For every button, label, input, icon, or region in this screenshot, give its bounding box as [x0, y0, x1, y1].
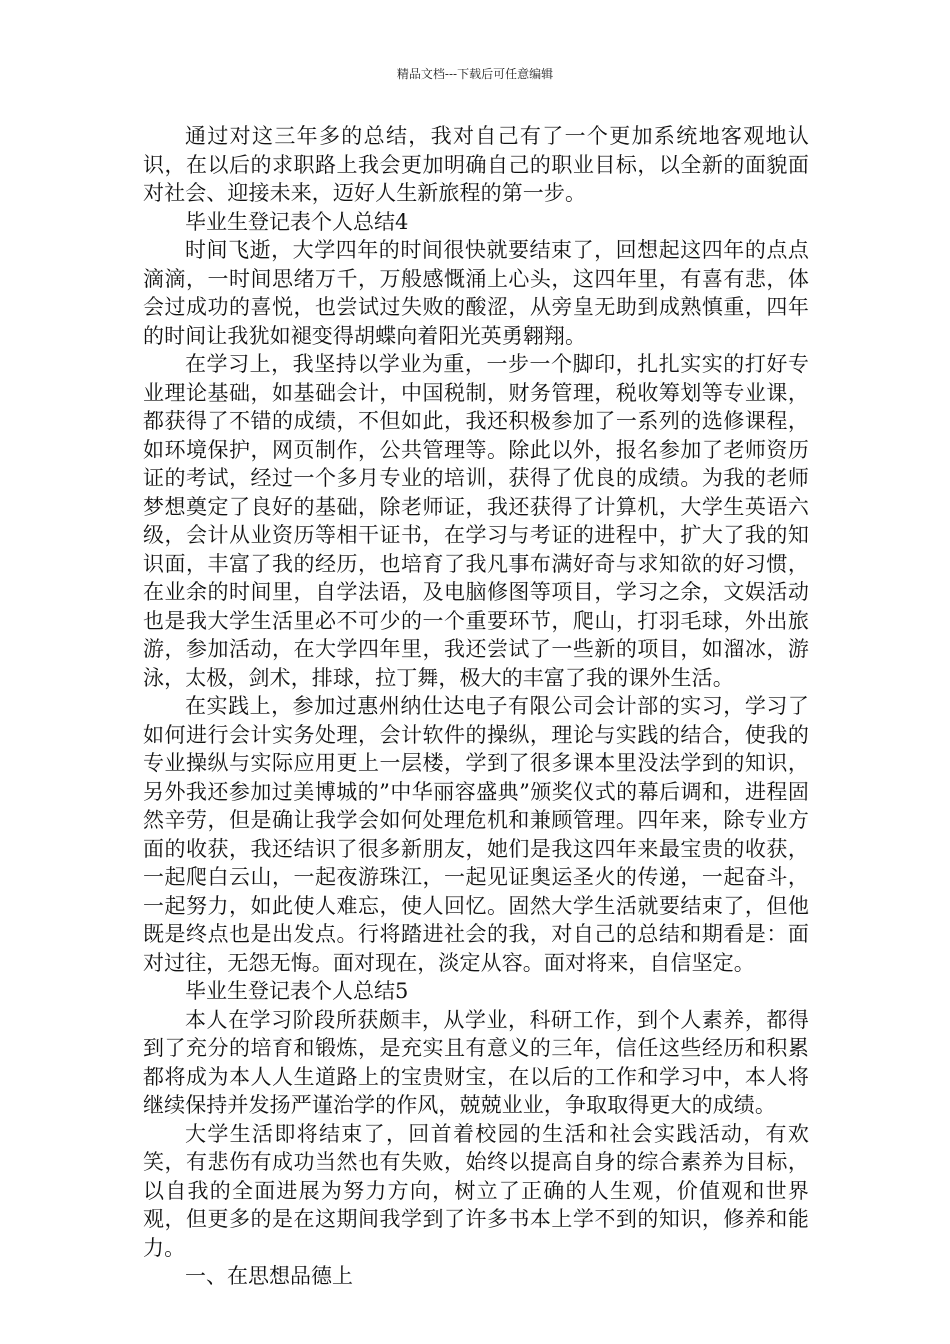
document-body — [143, 122, 809, 1291]
section-heading-summary-5: 毕业生登记表个人总结5 — [185, 979, 409, 1003]
paragraph-practice: 在实践上，参加过惠州纳仕达电子有限公司会计部的实习，学习了如何进行会计实务处理，会计软件的操纵，理论与实践的结合，使我的专业操纵与实际应用更上一层楼，学到了很多课本里没法学到的知识，另外我还参加过美博城的”中华丽容盛典”颁奖仪式的幕后调和，进程固然辛劳，但是确让我学会如何处理危机和兼顾管理。四年来，除专业方面的收获，我还结识了很多新朋友，她们是我这四年来最宝贵的收获，一起爬白云山，一起夜游珠江，一起见证奥运圣火的传递，一起奋斗，一起努力，如此使人难忘，使人回忆。固然大学生活就要结束了，但他既是终点也是出发点。行将踏进社会的我，对自己的总结和期看是：面对过往，无怨无悔。面对现在，淡定从容。面对将来，自信坚定。 — [143, 694, 809, 975]
paragraph-college-life: 大学生活即将结束了，回首着校园的生活和社会实践活动，有欢笑，有悲伤有成功当然也有失败，始终以提高自身的综合素养为目标，以自我的全面进展为努力方向，树立了正确的人生观，价值观和世界观，但更多的是在这期间我学到了许多书本上学不到的知识，修养和能力。 — [143, 1121, 809, 1260]
section-heading-summary-4: 毕业生登记表个人总结4 — [185, 209, 409, 234]
page-header: 精品文档---下载后可任意编辑 — [396, 67, 554, 81]
paragraph-study: 在学习上，我坚持以学业为重，一步一个脚印，扎扎实实的打好专业理论基础，如基础会计，中国税制，财务管理，税收筹划等专业课，都获得了不错的成绩，不但如此，我还积极参加了一系列的选修课程，如环境保护，网页制作，公共管理等。除此以外，报名参加了老师资历证的考试，经过一个多月专业的培训，获得了优良的成绩。为我的老师梦想奠定了良好的基础，除老师证，我还获得了计算机，大学生英语六级，会计从业资历等相干证书，在学习与考证的进程中，扩大了我的知识面，丰富了我的经历，也培育了我凡事布满好奇与求知欲的好习惯，在业余的时间里，自学法语，及电脑修图等项目，学习之余，文娱活动也是我大学生活里必不可少的一个重要环节，爬山，打羽毛球，外出旅游，参加活动，在大学四年里，我还尝试了一些新的项目，如溜冰，游泳，太极，剑术，排球，拉丁舞，极大的丰富了我的课外生活。 — [143, 352, 809, 690]
paragraph-conclusion: 通过对这三年多的总结，我对自己有了一个更加系统地客观地认识，在以后的求职路上我会更加明确自己的职业目标，以全新的面貌面对社会、迎接未来，迈好人生新旅程的第一步。 — [143, 124, 809, 205]
paragraph-study-stage: 本人在学习阶段所获颇丰，从学业，科研工作，到个人素养，都得到了充分的培育和锻炼，是充实且有意义的三年，信任这些经历和积累都将成为本人人生道路上的宝贵财宝，在以后的工作和学习中，本人将继续保持并发扬严谨治学的作风，兢兢业业，争取取得更大的成绩。 — [143, 1007, 809, 1117]
paragraph-four-years: 时间飞逝，大学四年的时间很快就要结束了，回想起这四年的点点滴滴，一时间思绪万千，万般感慨涌上心头，这四年里，有喜有悲，体会过成功的喜悦，也尝试过失败的酸涩，从旁皇无助到成熟慎重，四年的时间让我犹如褪变得胡蝶向着阳光英勇翱翔。 — [143, 238, 809, 348]
subsection-heading-moral: 一、在思想品德上 — [185, 1264, 353, 1288]
